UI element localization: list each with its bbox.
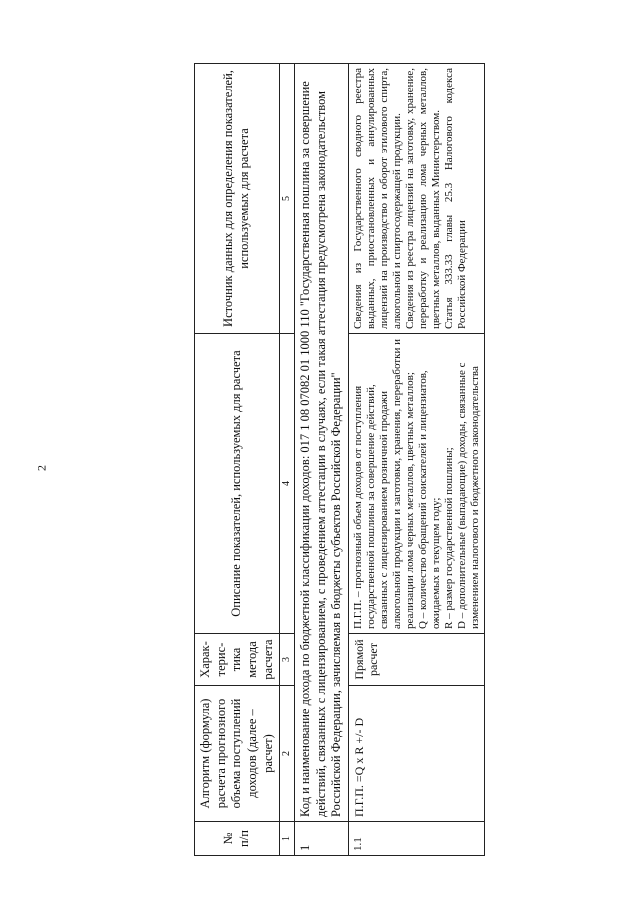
column-number: 4 (280, 334, 295, 634)
column-number: 1 (280, 822, 295, 856)
section-title: Код и наименование дохода по бюджетной классификации доходов: 017 1 08 07082 01 1000 110 "Государственная пошлина за совершение действий, связанных с лицензированием, с проведением аттестации в случаях, если такая аттестация предусмотрена законодательством Российской Федерации, зачисляемая в бюджеты субъектов Российской Федерации" (294, 64, 348, 822)
table-header-row (195, 64, 280, 856)
header-method-characteristic (195, 634, 280, 686)
indicator-descriptions (348, 334, 485, 634)
description-item: D – дополнительные (выпадающие) доходы, связанные с изменением налогового и бюджетного законодательства (455, 362, 481, 629)
description-item: R – размер государственной пошлины; (442, 447, 455, 629)
header-line: терис- (213, 642, 228, 677)
header-row-number: № п/п (195, 822, 280, 856)
table-row (348, 64, 485, 856)
forecast-method-table (194, 63, 485, 856)
header-data-source: Источник данных для определения показателей, используемых для расчета (195, 64, 280, 334)
header-line: расчета (260, 639, 275, 680)
column-number: 2 (280, 686, 295, 822)
source-item: Статья 333.33 главы 25.3 Налогового кодекса Российской Федерации (442, 68, 468, 329)
source-item: Сведения из Государственного сводного реестра выданных, приостановленных и аннулированных лицензий на производство и оборот этилового спирта, алкогольной и спиртосодержащей продукции. (351, 68, 403, 329)
column-number-row (280, 64, 295, 856)
header-line: тика (229, 647, 244, 672)
section-number: 1 (294, 822, 348, 856)
header-line: Харак- (198, 641, 212, 678)
header-indicator-description: Описание показателей, используемых для расчета (195, 334, 280, 634)
data-sources (348, 64, 485, 334)
formula: П.Г.П. =Q x R +/- D (348, 686, 485, 822)
description-item: Q – количество обращений соискателей и лицензиатов, ожидаемых в текущем году; (416, 370, 442, 629)
header-algorithm: Алгоритм (формула) расчета прогнозного объема поступлений доходов (далее – расчет) (195, 686, 280, 822)
page-number: 2 (34, 465, 49, 471)
document-sheet (194, 64, 640, 856)
description-item: П.Г.П. – прогнозный объем доходов от поступления государственной пошлины за совершение действий, связанных с лицензированием розничной продажи алкогольной продукции и заготовки, хранения, переработки и реализации лома черных металлов, цветных металлов; (351, 339, 416, 629)
column-number: 5 (280, 64, 295, 334)
header-line: метода (244, 641, 259, 678)
row-number: 1.1 (348, 822, 485, 856)
method: Прямой расчет (348, 634, 485, 686)
section-row (294, 64, 348, 856)
source-item: Сведения из реестра лицензий на заготовку, хранение, переработку и реализацию лома черных металлов, цветных металлов, выданных Министерством. (403, 68, 442, 329)
column-number: 3 (280, 634, 295, 686)
